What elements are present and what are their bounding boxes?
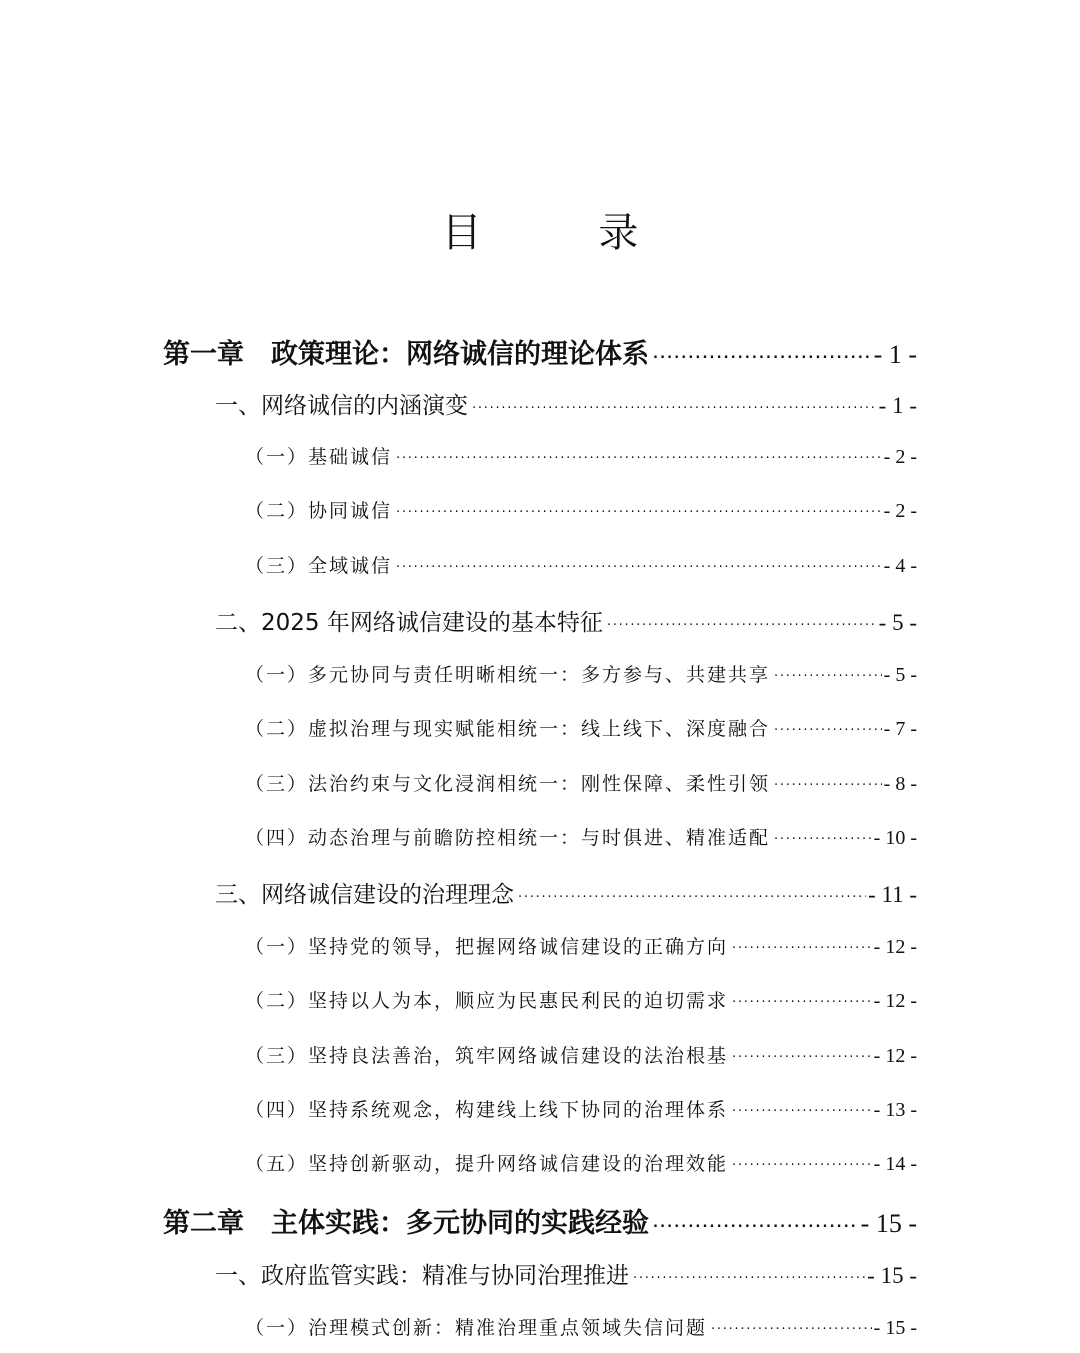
dot-leader (518, 879, 866, 902)
toc-page-number: - 2 - (883, 446, 917, 468)
toc-entry-text: （二）协同诚信 (245, 500, 393, 522)
toc-entry-text: （一）基础诚信 (245, 446, 393, 468)
toc-page-number: - 10 - (873, 827, 917, 849)
toc-entry-text: 三、网络诚信建设的治理理念 (215, 882, 514, 908)
toc-entry[interactable] (245, 442, 917, 482)
toc-entry-text: （五）坚持创新驱动，提升网络诚信建设的治理效能 (245, 1153, 729, 1175)
toc-entry[interactable] (245, 714, 917, 754)
toc-page-number: - 7 - (883, 718, 917, 740)
toc-page-number: - 1 - (873, 340, 917, 369)
toc-entry[interactable] (245, 551, 917, 591)
dot-leader (607, 607, 877, 630)
dot-leader (732, 1151, 872, 1170)
toc-entry-text: （一）治理模式创新：精准治理重点领域失信问题 (245, 1317, 708, 1339)
toc-entry[interactable] (215, 1257, 917, 1297)
toc-entry[interactable] (245, 1149, 917, 1189)
toc-entry-text: （三）法治约束与文化浸润相统一：刚性保障、柔性引领 (245, 773, 771, 795)
toc-entry-text: （四）坚持系统观念，构建线上线下协同的治理体系 (245, 1099, 729, 1121)
toc-entry[interactable] (245, 823, 917, 863)
toc-page-number: - 5 - (878, 610, 917, 635)
toc-entry-text: 第一章 政策理论：网络诚信的理论体系 (163, 339, 649, 370)
toc-page-number: - 12 - (873, 1045, 917, 1067)
toc-entry-text: （一）多元协同与责任明晰相统一：多方参与、共建共享 (245, 664, 771, 686)
toc-entry[interactable] (163, 1201, 917, 1241)
dot-leader (732, 988, 872, 1007)
toc-page-number: - 8 - (883, 773, 917, 795)
dot-leader (774, 825, 872, 844)
toc-entry[interactable] (245, 986, 917, 1026)
toc-entry-text: 二、2025 年网络诚信建设的基本特征 (215, 610, 603, 636)
toc-entry[interactable] (245, 1313, 917, 1353)
dot-leader (472, 390, 877, 413)
toc-entry-text: （四）动态治理与前瞻防控相统一：与时俱进、精准适配 (245, 827, 771, 849)
toc-page-number: - 13 - (873, 1099, 917, 1121)
dot-leader (653, 336, 872, 363)
dot-leader (396, 498, 882, 517)
toc-page-number: - 14 - (873, 1153, 917, 1175)
toc-entry[interactable] (245, 496, 917, 536)
toc-entry[interactable] (245, 1041, 917, 1081)
dot-leader (633, 1260, 865, 1283)
dot-leader (396, 553, 882, 572)
toc-page-number: - 15 - (873, 1317, 917, 1339)
toc-entry-text: 一、网络诚信的内涵演变 (215, 393, 468, 419)
toc-page-number: - 12 - (873, 936, 917, 958)
toc-entry[interactable] (215, 876, 917, 916)
toc-page-number: - 15 - (867, 1263, 917, 1288)
toc-entry-text: 第二章 主体实践：多元协同的实践经验 (163, 1208, 649, 1239)
dot-leader (774, 662, 882, 681)
dot-leader (711, 1315, 872, 1334)
toc-entry-text: （三）坚持良法善治，筑牢网络诚信建设的法治根基 (245, 1045, 729, 1067)
toc-page-number: - 5 - (883, 664, 917, 686)
toc-entry[interactable] (245, 769, 917, 809)
toc-entry[interactable] (245, 1095, 917, 1135)
toc-entry-text: （二）坚持以人为本，顺应为民惠民利民的迫切需求 (245, 990, 729, 1012)
toc-entry-text: （一）坚持党的领导，把握网络诚信建设的正确方向 (245, 936, 729, 958)
toc-page-number: - 12 - (873, 990, 917, 1012)
dot-leader (732, 1043, 872, 1062)
toc-entry[interactable] (215, 604, 917, 644)
dot-leader (732, 1097, 872, 1116)
dot-leader (396, 444, 882, 463)
dot-leader (653, 1205, 859, 1232)
toc-entry-text: （三）全域诚信 (245, 555, 393, 577)
dot-leader (774, 771, 882, 790)
toc-entry[interactable] (245, 660, 917, 700)
toc-entry[interactable] (215, 387, 917, 427)
toc-entry[interactable] (163, 332, 917, 372)
toc-page-number: - 1 - (878, 393, 917, 418)
toc-page-number: - 2 - (883, 500, 917, 522)
toc-entry-text: 一、政府监管实践：精准与协同治理推进 (215, 1263, 629, 1289)
page-title: 目 录 (441, 210, 691, 256)
toc-page-number: - 15 - (860, 1209, 917, 1238)
dot-leader (732, 934, 872, 953)
toc-page-number: - 4 - (883, 555, 917, 577)
toc-page-number: - 11 - (868, 882, 917, 907)
toc-entry-text: （二）虚拟治理与现实赋能相统一：线上线下、深度融合 (245, 718, 771, 740)
dot-leader (774, 716, 882, 735)
toc-entry[interactable] (245, 932, 917, 972)
